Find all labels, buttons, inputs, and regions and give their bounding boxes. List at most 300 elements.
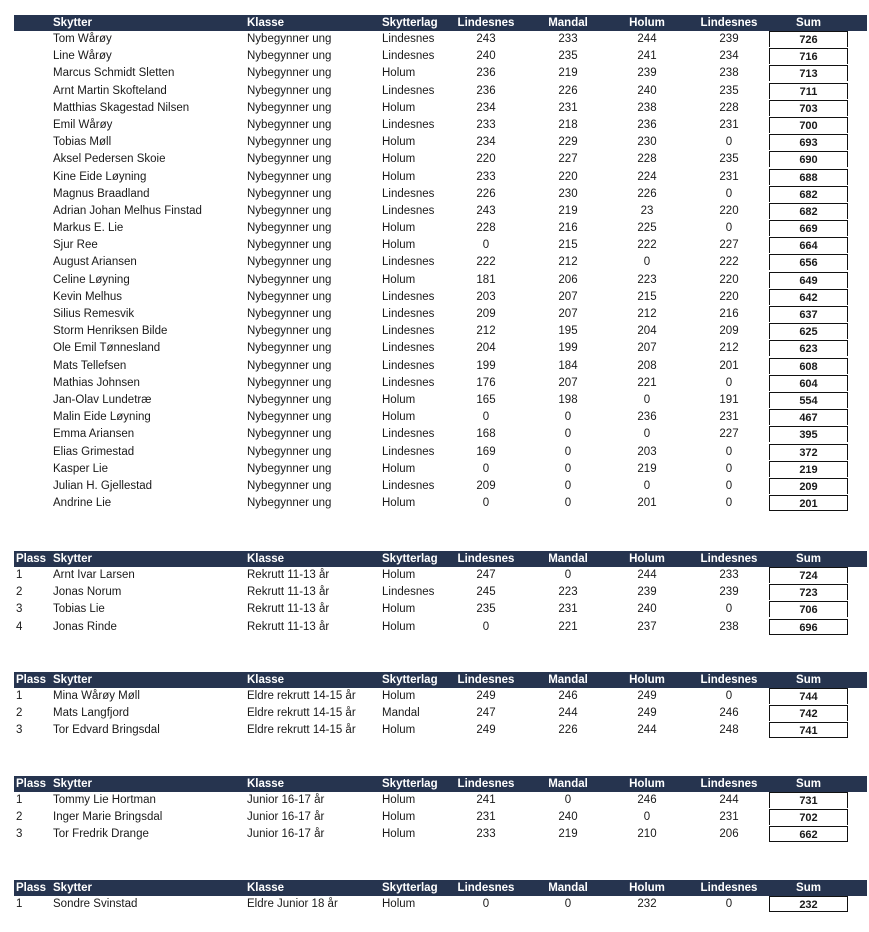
cell-holum-score: 230 [637, 136, 657, 149]
cell-skytter: Ole Emil Tønnesland [53, 342, 161, 355]
table-row [14, 375, 867, 392]
cell-lindesnes-score-2: 0 [725, 898, 733, 910]
cell-lindesnes-score-2: 246 [719, 707, 739, 720]
table-row [14, 220, 867, 237]
cell-mandal-score: 0 [564, 898, 572, 910]
cell-mandal-score: 0 [564, 445, 572, 458]
table-row [14, 688, 867, 705]
table-row [14, 100, 867, 117]
cell-lindesnes-score-2: 227 [719, 428, 739, 441]
cell-sum: 731 [769, 792, 848, 808]
cell-sum: 742 [769, 705, 848, 721]
cell-skytterlag: Lindesnes [382, 428, 435, 441]
cell-lindesnes-score-2: 206 [719, 828, 739, 841]
cell-holum-score: 240 [637, 603, 657, 616]
cell-holum-score: 221 [637, 376, 657, 389]
cell-sum: 702 [769, 809, 848, 825]
table-row [14, 83, 867, 100]
cell-klasse: Eldre rekrutt 14-15 år [247, 724, 356, 737]
cell-klasse: Nybegynner ung [247, 359, 332, 372]
cell-mandal-score: 195 [558, 325, 578, 338]
table-header [14, 672, 867, 688]
cell-skytterlag: Lindesnes [382, 118, 435, 131]
cell-lindesnes-score-2: 220 [719, 273, 739, 286]
cell-klasse: Nybegynner ung [247, 101, 332, 114]
cell-klasse: Nybegynner ung [247, 342, 332, 355]
cell-sum: 700 [769, 117, 848, 133]
cell-holum-score: 244 [637, 33, 657, 45]
cell-skytterlag: Holum [382, 569, 416, 581]
cell-skytterlag: Lindesnes [382, 33, 435, 45]
cell-mandal-score: 244 [558, 707, 578, 720]
cell-lindesnes-score-1: 212 [476, 325, 496, 338]
table-row [14, 65, 867, 82]
cell-lindesnes-score-2: 222 [719, 256, 739, 269]
cell-klasse: Junior 16-17 år [247, 828, 325, 841]
cell-skytterlag: Holum [382, 811, 416, 824]
cell-skytter: Storm Henriksen Bilde [53, 325, 168, 338]
cell-mandal-score: 220 [558, 170, 578, 183]
cell-skytterlag: Lindesnes [382, 84, 435, 97]
cell-mandal-score: 226 [558, 724, 578, 737]
cell-lindesnes-score-2: 191 [719, 393, 739, 406]
cell-sum: 716 [769, 48, 848, 64]
header-holum-score: Holum [629, 17, 665, 29]
cell-lindesnes-score-2: 238 [719, 67, 739, 80]
cell-holum-score: 226 [637, 187, 657, 200]
cell-lindesnes-score-1: 176 [476, 376, 496, 389]
cell-skytter: Sjur Ree [53, 239, 98, 252]
cell-holum-score: 208 [637, 359, 657, 372]
cell-sum: 637 [769, 306, 848, 322]
cell-skytter: Kasper Lie [53, 462, 108, 475]
header-lindesnes-score-1: Lindesnes [457, 553, 515, 565]
cell-holum-score: 249 [637, 707, 657, 720]
cell-lindesnes-score-2: 231 [719, 411, 739, 424]
cell-skytter: Mats Tellefsen [53, 359, 127, 372]
cell-skytterlag: Holum [382, 620, 416, 633]
cell-lindesnes-score-1: 165 [476, 393, 496, 406]
cell-sum: 649 [769, 272, 848, 288]
cell-holum-score: 232 [637, 898, 657, 910]
cell-sum: 625 [769, 323, 848, 339]
cell-skytterlag: Lindesnes [382, 204, 435, 217]
header-mandal-score: Mandal [548, 778, 588, 790]
cell-holum-score: 215 [637, 290, 657, 303]
cell-klasse: Nybegynner ung [247, 204, 332, 217]
table-row [14, 340, 867, 357]
cell-holum-score: 244 [637, 569, 657, 581]
cell-klasse: Nybegynner ung [247, 445, 332, 458]
header-holum-score: Holum [629, 778, 665, 790]
cell-klasse: Nybegynner ung [247, 67, 332, 80]
cell-lindesnes-score-1: 235 [476, 603, 496, 616]
header-lindesnes-score-1: Lindesnes [457, 17, 515, 29]
cell-lindesnes-score-1: 241 [476, 794, 496, 806]
header-sum: Sum [796, 17, 821, 29]
cell-lindesnes-score-1: 228 [476, 222, 496, 235]
cell-skytter: Inger Marie Bringsdal [53, 811, 163, 824]
cell-lindesnes-score-2: 0 [725, 445, 733, 458]
header-sum: Sum [796, 882, 821, 894]
header-skytter: Skytter [53, 553, 92, 565]
cell-skytter: Sondre Svinstad [53, 898, 138, 910]
table-row [14, 409, 867, 426]
cell-mandal-score: 0 [564, 569, 572, 581]
cell-skytterlag: Holum [382, 898, 416, 910]
cell-lindesnes-score-1: 245 [476, 586, 496, 599]
cell-mandal-score: 207 [558, 376, 578, 389]
cell-skytter: Tom Wårøy [53, 33, 112, 45]
cell-lindesnes-score-1: 243 [476, 204, 496, 217]
cell-mandal-score: 199 [558, 342, 578, 355]
cell-holum-score: 238 [637, 101, 657, 114]
cell-skytterlag: Lindesnes [382, 586, 435, 599]
cell-skytter: Malin Eide Løyning [53, 411, 151, 424]
cell-skytterlag: Lindesnes [382, 290, 435, 303]
cell-skytter: Emil Wårøy [53, 118, 113, 131]
cell-klasse: Nybegynner ung [247, 273, 332, 286]
table-row [14, 117, 867, 134]
table-row [14, 323, 867, 340]
table-row [14, 584, 867, 601]
cell-holum-score: 249 [637, 690, 657, 702]
cell-lindesnes-score-1: 222 [476, 256, 496, 269]
results-table [14, 880, 867, 913]
cell-sum: 201 [769, 495, 848, 511]
cell-holum-score: 224 [637, 170, 657, 183]
cell-lindesnes-score-1: 0 [482, 620, 490, 633]
cell-lindesnes-score-1: 0 [482, 898, 490, 910]
cell-sum: 642 [769, 289, 848, 305]
cell-skytterlag: Holum [382, 67, 416, 80]
cell-lindesnes-score-1: 247 [476, 569, 496, 581]
cell-sum: 744 [769, 688, 848, 704]
cell-lindesnes-score-2: 0 [725, 376, 733, 389]
cell-holum-score: 219 [637, 462, 657, 475]
cell-sum: 219 [769, 461, 848, 477]
cell-mandal-score: 0 [564, 479, 572, 492]
cell-plass: 1 [16, 898, 23, 910]
cell-skytterlag: Holum [382, 273, 416, 286]
cell-sum: 554 [769, 392, 848, 408]
cell-lindesnes-score-1: 247 [476, 707, 496, 720]
cell-mandal-score: 219 [558, 204, 578, 217]
cell-skytterlag: Holum [382, 153, 416, 166]
table-row [14, 601, 867, 618]
results-table [14, 15, 867, 512]
cell-lindesnes-score-2: 244 [719, 794, 739, 806]
cell-sum: 372 [769, 444, 848, 460]
header-lindesnes-score-2: Lindesnes [700, 882, 758, 894]
cell-mandal-score: 0 [564, 462, 572, 475]
header-lindesnes-score-1: Lindesnes [457, 778, 515, 790]
cell-lindesnes-score-1: 233 [476, 170, 496, 183]
cell-skytter: Aksel Pedersen Skoie [53, 153, 166, 166]
cell-klasse: Nybegynner ung [247, 136, 332, 149]
cell-sum: 662 [769, 826, 848, 842]
header-klasse: Klasse [247, 778, 285, 790]
cell-lindesnes-score-1: 249 [476, 690, 496, 702]
cell-lindesnes-score-1: 226 [476, 187, 496, 200]
cell-lindesnes-score-2: 239 [719, 33, 739, 45]
header-klasse: Klasse [247, 17, 285, 29]
cell-mandal-score: 240 [558, 811, 578, 824]
cell-sum: 724 [769, 567, 848, 583]
cell-lindesnes-score-1: 234 [476, 101, 496, 114]
header-skytter: Skytter [53, 882, 92, 894]
cell-klasse: Nybegynner ung [247, 479, 332, 492]
cell-lindesnes-score-1: 209 [476, 479, 496, 492]
cell-sum: 726 [769, 31, 848, 47]
table-row [14, 237, 867, 254]
cell-mandal-score: 231 [558, 603, 578, 616]
header-sum: Sum [796, 778, 821, 790]
cell-holum-score: 201 [637, 497, 657, 510]
header-lindesnes-score-2: Lindesnes [700, 17, 758, 29]
cell-sum: 664 [769, 237, 848, 253]
header-mandal-score: Mandal [548, 674, 588, 686]
cell-holum-score: 228 [637, 153, 657, 166]
cell-holum-score: 246 [637, 794, 657, 806]
cell-lindesnes-score-2: 0 [725, 690, 733, 702]
cell-klasse: Nybegynner ung [247, 239, 332, 252]
cell-lindesnes-score-2: 227 [719, 239, 739, 252]
table-row [14, 358, 867, 375]
cell-lindesnes-score-2: 231 [719, 170, 739, 183]
table-header [14, 15, 867, 31]
cell-skytterlag: Lindesnes [382, 325, 435, 338]
header-holum-score: Holum [629, 674, 665, 686]
cell-skytterlag: Holum [382, 828, 416, 841]
cell-holum-score: 239 [637, 67, 657, 80]
cell-klasse: Nybegynner ung [247, 308, 332, 320]
header-skytterlag: Skytterlag [382, 674, 438, 686]
cell-lindesnes-score-1: 0 [482, 462, 490, 475]
cell-lindesnes-score-2: 228 [719, 101, 739, 114]
table-row [14, 169, 867, 186]
cell-plass: 1 [16, 690, 23, 702]
header-plass: Plass [16, 674, 47, 686]
table-row [14, 826, 867, 843]
cell-mandal-score: 219 [558, 67, 578, 80]
cell-skytterlag: Lindesnes [382, 342, 435, 355]
cell-skytter: Tor Edvard Bringsdal [53, 724, 160, 737]
header-lindesnes-score-1: Lindesnes [457, 882, 515, 894]
cell-holum-score: 223 [637, 273, 657, 286]
cell-klasse: Nybegynner ung [247, 256, 332, 269]
cell-lindesnes-score-2: 0 [725, 462, 733, 475]
cell-lindesnes-score-2: 248 [719, 724, 739, 737]
cell-lindesnes-score-2: 209 [719, 325, 739, 338]
cell-klasse: Nybegynner ung [247, 411, 332, 424]
cell-klasse: Nybegynner ung [247, 33, 332, 45]
cell-klasse: Nybegynner ung [247, 118, 332, 131]
cell-mandal-score: 207 [558, 308, 578, 320]
cell-lindesnes-score-1: 231 [476, 811, 496, 824]
cell-skytterlag: Holum [382, 603, 416, 616]
cell-mandal-score: 233 [558, 33, 578, 45]
cell-skytterlag: Holum [382, 497, 416, 510]
cell-holum-score: 240 [637, 84, 657, 97]
cell-mandal-score: 230 [558, 187, 578, 200]
cell-lindesnes-score-1: 240 [476, 50, 496, 63]
cell-klasse: Nybegynner ung [247, 84, 332, 97]
cell-skytter: Jan-Olav Lundetræ [53, 393, 152, 406]
cell-skytterlag: Lindesnes [382, 376, 435, 389]
cell-mandal-score: 235 [558, 50, 578, 63]
header-skytter: Skytter [53, 674, 92, 686]
cell-mandal-score: 246 [558, 690, 578, 702]
cell-lindesnes-score-2: 0 [725, 222, 733, 235]
header-plass: Plass [16, 778, 47, 790]
cell-skytterlag: Lindesnes [382, 50, 435, 63]
cell-skytterlag: Holum [382, 794, 416, 806]
cell-sum: 232 [769, 896, 848, 912]
header-skytterlag: Skytterlag [382, 778, 438, 790]
cell-mandal-score: 227 [558, 153, 578, 166]
cell-skytter: Jonas Norum [53, 586, 122, 599]
cell-skytterlag: Holum [382, 136, 416, 149]
header-sum: Sum [796, 674, 821, 686]
cell-sum: 723 [769, 584, 848, 600]
cell-lindesnes-score-2: 231 [719, 811, 739, 824]
results-table [14, 551, 867, 636]
cell-mandal-score: 0 [564, 411, 572, 424]
cell-skytter: Arnt Martin Skofteland [53, 84, 167, 97]
cell-mandal-score: 184 [558, 359, 578, 372]
table-row [14, 792, 867, 809]
cell-lindesnes-score-2: 231 [719, 118, 739, 131]
cell-lindesnes-score-2: 216 [719, 308, 739, 320]
cell-sum: 669 [769, 220, 848, 236]
cell-sum: 656 [769, 254, 848, 270]
cell-skytterlag: Lindesnes [382, 308, 435, 320]
cell-klasse: Nybegynner ung [247, 497, 332, 510]
cell-skytterlag: Holum [382, 393, 416, 406]
cell-klasse: Eldre rekrutt 14-15 år [247, 707, 356, 720]
cell-sum: 711 [769, 83, 848, 99]
cell-holum-score: 236 [637, 118, 657, 131]
cell-plass: 3 [16, 724, 23, 737]
cell-skytter: Silius Remesvik [53, 308, 135, 320]
cell-lindesnes-score-1: 0 [482, 239, 490, 252]
cell-lindesnes-score-1: 234 [476, 136, 496, 149]
cell-lindesnes-score-2: 0 [725, 603, 733, 616]
cell-holum-score: 244 [637, 724, 657, 737]
cell-mandal-score: 207 [558, 290, 578, 303]
cell-lindesnes-score-2: 233 [719, 569, 739, 581]
cell-holum-score: 225 [637, 222, 657, 235]
cell-holum-score: 212 [637, 308, 657, 320]
header-sum: Sum [796, 553, 821, 565]
cell-klasse: Nybegynner ung [247, 462, 332, 475]
table-row [14, 478, 867, 495]
cell-sum: 682 [769, 186, 848, 202]
cell-mandal-score: 0 [564, 497, 572, 510]
cell-sum: 623 [769, 340, 848, 356]
cell-lindesnes-score-2: 234 [719, 50, 739, 63]
header-lindesnes-score-2: Lindesnes [700, 778, 758, 790]
cell-skytterlag: Holum [382, 462, 416, 475]
cell-lindesnes-score-1: 168 [476, 428, 496, 441]
cell-lindesnes-score-1: 169 [476, 445, 496, 458]
cell-holum-score: 0 [643, 479, 651, 492]
cell-lindesnes-score-2: 220 [719, 290, 739, 303]
cell-holum-score: 0 [643, 256, 651, 269]
cell-skytter: Tor Fredrik Drange [53, 828, 149, 841]
cell-skytter: Jonas Rinde [53, 620, 117, 633]
cell-lindesnes-score-1: 181 [476, 273, 496, 286]
cell-klasse: Rekrutt 11-13 år [247, 569, 330, 581]
cell-sum: 693 [769, 134, 848, 150]
cell-lindesnes-score-1: 204 [476, 342, 496, 355]
cell-skytter: Tobias Lie [53, 603, 105, 616]
cell-plass: 2 [16, 707, 23, 720]
cell-holum-score: 0 [643, 811, 651, 824]
cell-skytter: Line Wårøy [53, 50, 112, 63]
cell-skytter: Elias Grimestad [53, 445, 135, 458]
cell-klasse: Nybegynner ung [247, 393, 332, 406]
cell-lindesnes-score-2: 0 [725, 497, 733, 510]
header-lindesnes-score-1: Lindesnes [457, 674, 515, 686]
cell-skytter: Andrine Lie [53, 497, 112, 510]
cell-klasse: Rekrutt 11-13 år [247, 620, 330, 633]
header-skytterlag: Skytterlag [382, 882, 438, 894]
cell-mandal-score: 212 [558, 256, 578, 269]
cell-skytterlag: Holum [382, 724, 416, 737]
cell-sum: 706 [769, 601, 848, 617]
cell-klasse: Junior 16-17 år [247, 811, 325, 824]
cell-skytter: August Ariansen [53, 256, 137, 269]
header-holum-score: Holum [629, 553, 665, 565]
cell-holum-score: 210 [637, 828, 657, 841]
cell-lindesnes-score-1: 243 [476, 33, 496, 45]
cell-plass: 3 [16, 603, 23, 616]
table-row [14, 426, 867, 443]
cell-klasse: Rekrutt 11-13 år [247, 586, 330, 599]
cell-sum: 608 [769, 358, 848, 374]
table-row [14, 254, 867, 271]
cell-mandal-score: 221 [558, 620, 578, 633]
cell-lindesnes-score-1: 233 [476, 118, 496, 131]
cell-klasse: Rekrutt 11-13 år [247, 603, 330, 616]
cell-klasse: Nybegynner ung [247, 428, 332, 441]
cell-lindesnes-score-2: 0 [725, 187, 733, 200]
cell-mandal-score: 0 [564, 794, 572, 806]
table-row [14, 567, 867, 584]
cell-mandal-score: 229 [558, 136, 578, 149]
cell-holum-score: 222 [637, 239, 657, 252]
cell-mandal-score: 219 [558, 828, 578, 841]
cell-sum: 741 [769, 722, 848, 738]
cell-sum: 395 [769, 426, 848, 442]
cell-holum-score: 207 [637, 342, 657, 355]
cell-klasse: Nybegynner ung [247, 290, 332, 303]
cell-plass: 2 [16, 811, 23, 824]
cell-skytterlag: Holum [382, 411, 416, 424]
cell-skytterlag: Lindesnes [382, 359, 435, 372]
cell-lindesnes-score-1: 236 [476, 84, 496, 97]
cell-skytter: Celine Løyning [53, 273, 130, 286]
cell-mandal-score: 216 [558, 222, 578, 235]
cell-plass: 4 [16, 620, 23, 633]
cell-sum: 467 [769, 409, 848, 425]
cell-klasse: Nybegynner ung [247, 222, 332, 235]
cell-sum: 690 [769, 151, 848, 167]
cell-skytterlag: Lindesnes [382, 445, 435, 458]
cell-lindesnes-score-2: 239 [719, 586, 739, 599]
